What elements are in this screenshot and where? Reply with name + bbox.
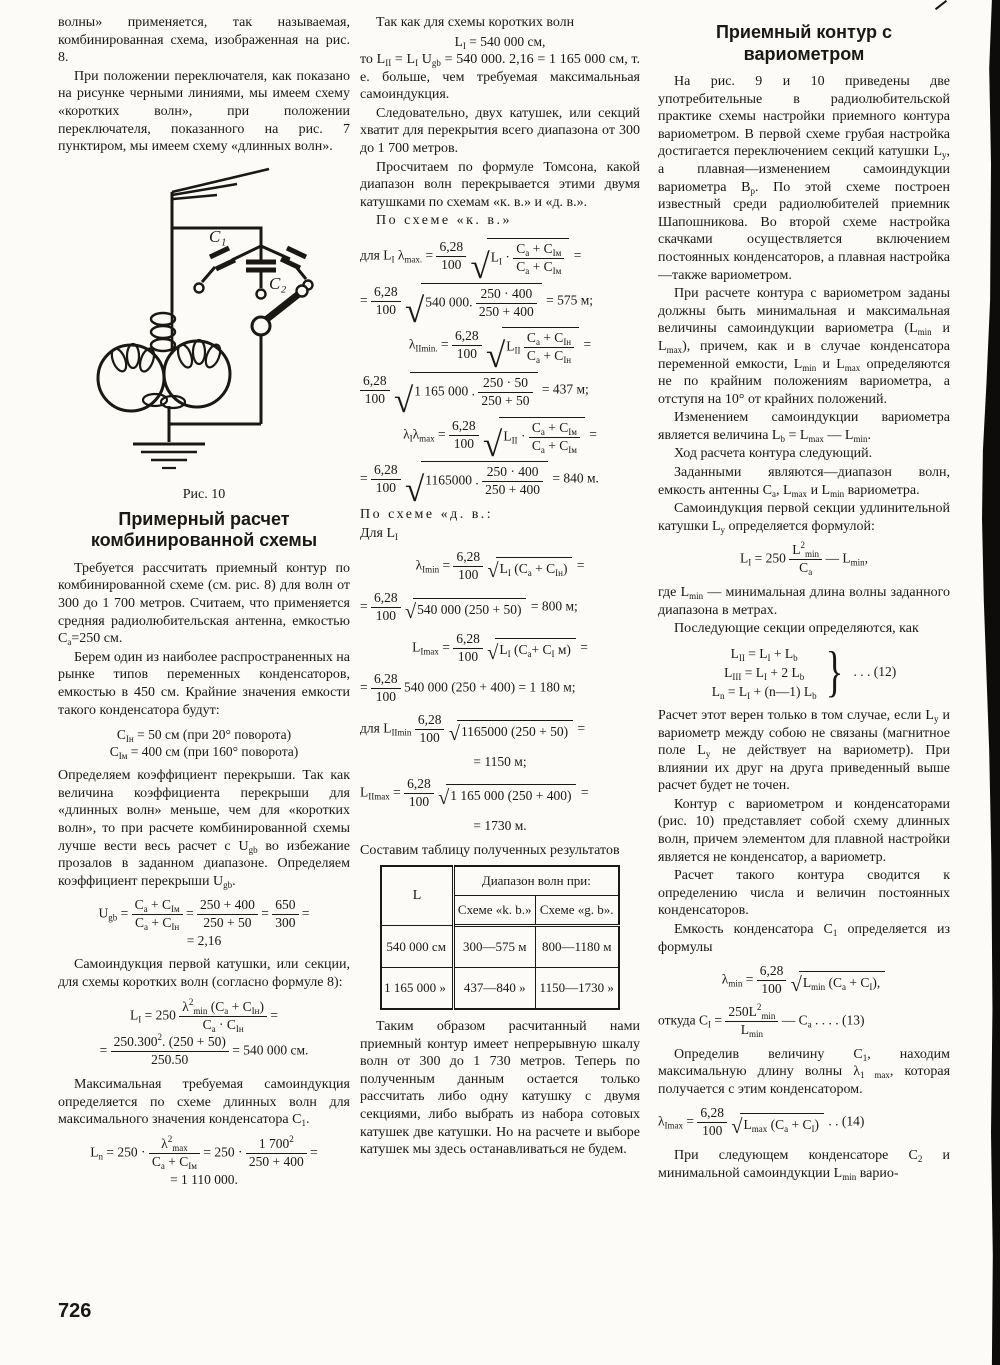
equation-line: $L_{II} = L_I + L_b$ — [730, 645, 798, 663]
col1-section-heading: Примерный расчет комбинированной схемы — [90, 508, 318, 551]
table-header-l: L — [381, 866, 453, 926]
col3-paragraph-11: Расчет такого контура сводится к определению числа и величин постоянных конденсаторов. — [658, 868, 950, 919]
table-cell: 437—840 » — [453, 968, 535, 1010]
col3-paragraph-9: Расчет этот верен только в том случае, если $L_y$ и вариометр между собою не связаны (магнитное поле $L_y$ не действует на вариометр). При влиянии их друг на друга приведенный выше расчет будет не точен. — [658, 707, 950, 794]
label-c2: C₂ — [269, 273, 287, 293]
col3-paragraph-3: Изменением самоиндукции вариометра является величина $L_b = L_{max}$ — $L_{min}$. — [658, 410, 950, 444]
circuit-diagram — [69, 162, 339, 480]
col3-formula-4: $\lambda_{Imax}$ = $\frac{6,28}{100}$ √ $L_{max}$ $(C_a + C_I)$ . . (14) — [658, 1105, 865, 1139]
col3-paragraph-4: Ход расчета контура следующий. — [674, 446, 873, 462]
col2-formula-2a: для $L_I$ $\lambda_{max.}$ = $\frac{6,28}{100}$ √ $L_I$ · $\frac{C_a + C_{Iм}}{C_a + C_{Iм}}$ = — [360, 239, 582, 286]
column-3 — [658, 14, 950, 1195]
col2-formula-5b: = $\frac{6,28}{100}$ √ 540 000 (250 + 50) = 800 м; — [360, 590, 578, 623]
table-subheader-kv: Схеме «k. b.» — [453, 896, 535, 926]
antenna-icon — [172, 169, 269, 199]
col3-formula-2: $\lambda_{min}$ = $\frac{6,28}{100}$ √ $L_{min}$ $(C_a + C_I)$, — [658, 964, 950, 997]
table-row — [381, 926, 619, 968]
col3-paragraph-13: Определив величину $C_1$, находим максимальную длину волны $\lambda_{1 max}$, которая получается с этим конденсатором. — [658, 1046, 951, 1097]
col2-paragraph-2: то $L_{II} = L_I$ $U_{gb} = 540$ 000. 2,16 = 1 165 000 см, т. е. больше, чем требуемая максимальньая самоиндукция. — [360, 52, 640, 103]
equation-number-12: . . . (12) — [853, 664, 897, 680]
results-table — [380, 865, 620, 1010]
col3-paragraph-6: Самоиндукция первой секции удлинительной катушки $L_y$ определяется формулой: — [658, 501, 950, 535]
col2-paragraph-4: Просчитаем по формуле Томсона, какой диапазон волн перекрывается этими двумя катушками по схемам «к. в.» и «д. в.». — [360, 159, 640, 210]
col2-scheme-kv-label: По схеме «к. в.» — [376, 213, 512, 229]
equation-system-12: $L_{II} = L_I + L_b$ $L_{III} = L_I + 2$ $L_b$ $L_n = L_I$ + (n—1) $L_b$ } . . . (12) — [711, 641, 897, 704]
col2-scheme-dv-label: По схеме «д. в.: — [360, 507, 494, 523]
column-1 — [58, 14, 350, 1195]
col1-paragraph-4: Берем один из наиболее распространенных на рынке типов переменных конденсаторов, емкостью в 450 см. Крайние значения емкости такого конденсатора будут: — [58, 649, 350, 718]
col1-paragraph-2: При положении переключателя, как показано на рисунке черными линиями, мы имеем схему «коротких волн», при положении переключателя, показанного на рис. 7 пунктиром, мы имеем схему «длинных волн». — [58, 68, 350, 155]
col1-formula-3b: = 2,16 — [186, 932, 222, 948]
col2-formula-8b: = 1730 м. — [473, 818, 527, 833]
col2-paragraph-8: Составим таблицу полученных результатов — [360, 842, 620, 858]
col3-paragraph-14: При следующем конденсаторе $C_2$ и минимальной самоиндукции $L_{min}$ варио- — [658, 1148, 950, 1182]
col2-formula-4a: $\lambda_I\lambda_{max}$ = $\frac{6,28}{100}$ √ $L_{II}$ · $\frac{C_a + C_{Iм}}{C_a + C_{Iм}}$ = — [403, 417, 597, 465]
col1-formula-3a: $U_{gb}$ = $\frac{C_a + C_{Iм}}{C_a + C_{Iн}}$ = $\frac{250 + 400}{250 + 50}$ = $\frac{650}{300}$ = — [98, 897, 310, 933]
pen-mark-artifact — [935, 0, 947, 10]
col3-paragraph-2: При расчете контура с вариометром заданы должны быть минимальная и максимальная величины самоиндукции вариометра ($L_{min}$ и $L_{max}$), причем, как и в случае конденсатора переменной емкости, $L_{min}$ и $L_{max}$ определяются не по крайним положениям вариометра, а отступя на 10° от крайних положений. — [658, 286, 951, 407]
col1-formula-1: $C_{Iн} = 50$ см (при 20° поворота) — [116, 727, 292, 745]
col2-formula-6a: $L_{Imax}$ = $\frac{6,28}{100}$ √ $L_I$ ($C_a+ C_I$ м) = — [412, 630, 588, 664]
switch-lever — [252, 285, 308, 424]
equation-lines — [712, 644, 817, 701]
table-cell: 540 000 см — [381, 926, 453, 968]
col2-paragraph-3: Следовательно, двух катушек, или секций хватит для перекрытия всего диапазона от 300 до 1 700 метров. — [360, 105, 640, 157]
table-row — [381, 968, 619, 1010]
col2-formula-3a: $\lambda_{IImin.}$ = $\frac{6,28}{100}$ √ $L_{II}$ $\frac{C_a + C_{Iн}}{C_a + C_{Iн}}$ = — [408, 328, 592, 376]
equation-line: $L_n = L_I$ + (n—1) $L_b$ — [711, 683, 817, 701]
table-header-span: Диапазон волн при: — [453, 866, 618, 896]
col2-formula-1: $L_I = 540$ 000 см, — [454, 33, 546, 51]
column-2 — [360, 14, 640, 1195]
table-subheader-dv: Схеме «g. b». — [535, 896, 619, 926]
figure-10 — [58, 162, 350, 503]
col3-paragraph-1: На рис. 9 и 10 приведены две употребительные в радиолюбительской практике схемы настройки приемного контура вариометром. В первой схеме грубая настройка достигается переключением секций катушки $L_y$, а плавная—изменением самоиндукции вариометра $B_p$. По этой схеме построен известный среди радиолюбителей приемник Шапошникова. Во второй схеме настройка скачками осуществляется включением постоянных конденсаторов, а плавная настройка—также вариометром. — [658, 74, 951, 283]
page-number: 726 — [58, 1300, 92, 1322]
col3-paragraph-8: Последующие секции определяются, как — [674, 621, 919, 637]
col1-formula-4b: = $\frac{250.300^2. (250 + 50)}{250.50}$ = 540 000 см. — [99, 1032, 309, 1068]
col3-paragraph-12: Емкость конденсатора $C_1$ определяется из формулы — [658, 922, 951, 955]
ground-icon — [133, 444, 205, 468]
col2-paragraph-1: Так как для схемы коротких волн — [376, 15, 575, 30]
table-cell: 800—1180 м — [535, 926, 619, 968]
col2-paragraph-9: Таким образом расчитанный нами приемный контур имеет непрерывную шкалу волн от 300 до 1 730 метров. Теперь по полученным данным остается только рассчитать либо одну катушку с двумя секциями, либо выбрать из набора сотовых катушек две катушки. Но на расчете и выборе катушек мы здесь останавливаться не будем. — [360, 1019, 640, 1158]
bottom-wire — [169, 424, 261, 442]
col1-paragraph-5: Определяем коэффициент перекрыши. Так как величина коэффициента перекрыши для «длинных волн» меньше, чем для «коротких волн», то при расчете комбинированной схемы лучше вести весь расчет с $U_{gb}$ во избежание прозалов в заданном диапазоне. Определяем коэффициент перекрыши $U_{gb}$. — [58, 768, 350, 890]
col1-formula-4a: $L_I = 250$ $\frac{\lambda^2_{min} (C_a + C_{Iн})}{C_a \cdot C_{Iн}}$ = — [130, 996, 278, 1034]
col1-paragraph-6: Самоиндукция первой катушки, или секции, для схемы коротких волн (согласно формуле 8): — [58, 957, 350, 991]
col2-formula-6b: = $\frac{6,28}{100}$ 540 000 (250 + 400) = 1 180 м; — [360, 671, 576, 705]
col2-formula-2b: = $\frac{6,28}{100}$ √ 540 000. $\frac{250 \cdot 400}{250 + 400}$ = 575 м; — [360, 283, 594, 331]
figure-caption: Рис. 10 — [182, 486, 226, 502]
col1-paragraph-7: Максимальная требуемая самоиндукция определяется по схеме длинных волн для максимального значения конденсатора $C_1$. — [58, 1077, 350, 1129]
table-cell: 1150—1730 » — [535, 968, 619, 1010]
col2-formula-7b: = 1150 м; — [473, 753, 527, 769]
col1-formula-2: $C_{Iм} = 400$ см (при 160° поворота) — [109, 743, 299, 761]
label-c1: C₁ — [209, 226, 227, 246]
table-cell: 300—575 м — [453, 926, 535, 968]
variometer-coils — [98, 312, 230, 424]
col2-formula-5a: $\lambda_{Imin}$ = $\frac{6,28}{100}$ √ $L_I$ $(C_a + C_{Iн})$ = — [415, 549, 585, 583]
col1-formula-5a: $L_n = 250$ · $\frac{\lambda^2_{max}}{C_a + C_{Iм}}$ = 250 · $\frac{1 700^2}{250 + 400}$ = — [90, 1133, 318, 1171]
col2-formula-7a: для $L_{IImin}$ $\frac{6,28}{100}$ √ 1165000 (250 + 50) = — [360, 712, 586, 746]
col1-paragraph-1: волны» применяется, так называемая, комбинированная схема, изображенная на рис. 8. — [58, 15, 350, 66]
table-cell: 1 165 000 » — [381, 968, 453, 1010]
col3-paragraph-5: Заданными являются—диапазон волн, емкость антенны $C_a$, $L_{max}$ и $L_{min}$ вариометра. — [658, 465, 950, 499]
col2-formula-8a: $L_{IImax}$ = $\frac{6,28}{100}$ √ 1 165 000 (250 + 400) = — [360, 776, 589, 810]
col1-paragraph-3: Требуется рассчитать приемный контур по комбинированной схеме (см. рис. 8) для волн от 300 до 1 700 метров. Считаем, что применяется средняя радиолюбительская антенна, емкостью $C_a=250$ см. — [58, 560, 350, 648]
magazine-page — [58, 14, 950, 1195]
col3-paragraph-10: Контур с вариометром и конденсаторами (рис. 10) представляет собой схему длинных волн, причем элементом для плавной настройки является не конденсатор, а вариометр. — [658, 796, 950, 865]
col3-formula-3: откуда $C_I$ = $\frac{250L^2_{min}}{L_{min}}$ — $C_a$ . . . . (13) — [658, 1001, 865, 1039]
col3-formula-1: $L_I = 250$ $\frac{L^2_{min}}{C_a}$ — $L_{min}$, — [740, 540, 868, 578]
col3-paragraph-7: где $L_{min}$ — минимальная длина волны заданного диапазона в метрах. — [658, 585, 950, 618]
scan-edge-artifact — [982, 0, 1000, 1365]
col2-formula-4b: = $\frac{6,28}{100}$ √ 1165000 . $\frac{250 \cdot 400}{250 + 400}$ = 840 м. — [360, 462, 599, 510]
col1-formula-5b: = 1 110 000. — [170, 1171, 238, 1187]
col2-formula-3b: $\frac{6,28}{100}$ √ 1 165 000 . $\frac{250 \cdot 50}{250 + 50}$ = 437 м; — [360, 372, 640, 409]
equation-line: $L_{III} = L_I + 2$ $L_b$ — [724, 664, 805, 682]
col2-for-li-label: Для $L_I$ — [360, 525, 399, 542]
col3-section-heading: Приемный контур с вариометром — [715, 22, 893, 64]
